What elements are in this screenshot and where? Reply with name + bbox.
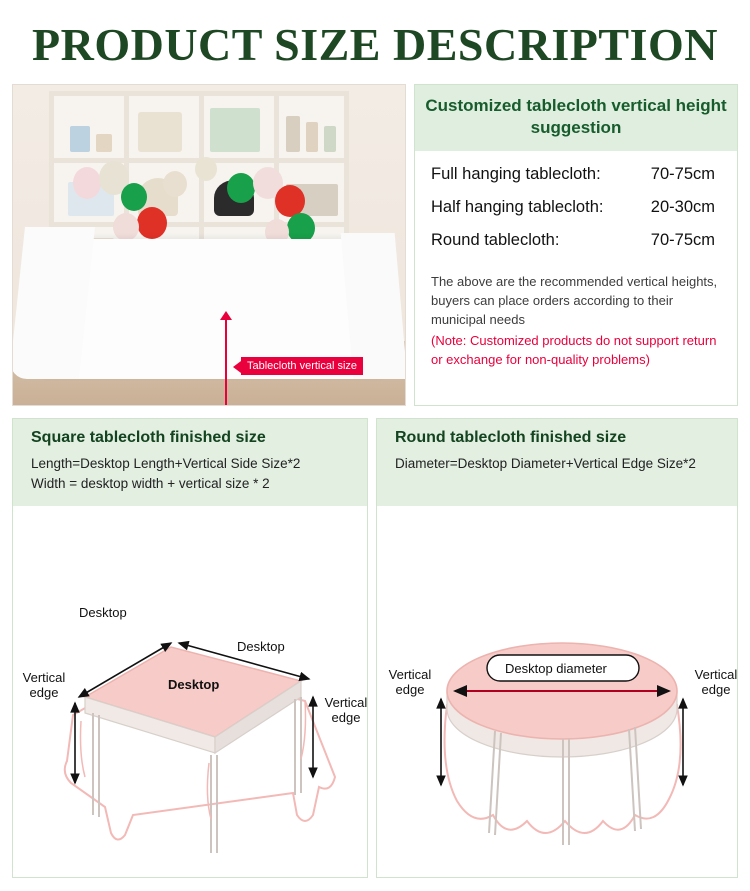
square-panel-header	[13, 419, 367, 506]
info-row-value: 20-30cm	[650, 198, 715, 216]
square-panel-title: Square tablecloth finished size	[31, 429, 266, 446]
square-table-diagram	[13, 515, 367, 877]
round-panel-header	[377, 419, 737, 506]
info-row-value: 70-75cm	[650, 231, 715, 249]
info-panel-rows	[415, 151, 737, 268]
balloon	[113, 213, 139, 241]
vertical-size-arrow-line	[225, 317, 227, 406]
round-panel-formula-spacer	[395, 474, 725, 494]
info-row-round	[431, 231, 723, 250]
info-row-value: 70-75cm	[650, 165, 715, 183]
balloon	[137, 207, 167, 239]
info-panel-note: The above are the recommended vertical heights, buyers can place orders according to their municipal needs	[431, 274, 718, 327]
square-panel-formula-length: Length=Desktop Length+Vertical Side Size*2	[31, 456, 301, 471]
info-row-label: Full hanging tablecloth:	[431, 165, 601, 183]
label-desktop-center: Desktop	[168, 677, 220, 692]
label-desktop-top-right: Desktop	[237, 639, 285, 654]
info-panel-heading: Customized tablecloth vertical height suggestion	[415, 85, 737, 151]
tablecloth-vertical-size-callout: Tablecloth vertical size	[241, 357, 363, 375]
round-panel-title: Round tablecloth finished size	[395, 429, 627, 446]
label-vertical-edge-left: Vertical edge	[388, 667, 432, 697]
round-tablecloth-panel	[376, 418, 738, 878]
info-row-full-hanging	[431, 165, 723, 184]
label-vertical-edge-left: Vertical edge	[22, 670, 66, 700]
info-row-label: Half hanging tablecloth:	[431, 198, 604, 216]
label-desktop-diameter: Desktop diameter	[505, 661, 607, 676]
label-vertical-edge-right: Vertical edge	[324, 695, 368, 725]
info-row-half-hanging	[431, 198, 723, 217]
balloon	[163, 171, 187, 197]
product-photo	[12, 84, 406, 406]
label-vertical-edge-right: Vertical edge	[694, 667, 738, 697]
page-title: PRODUCT SIZE DESCRIPTION	[32, 19, 718, 70]
square-panel-formula-width: Width = desktop width + vertical size * 2	[31, 476, 270, 491]
vertical-height-suggestion-panel	[414, 84, 738, 406]
balloon	[195, 157, 217, 181]
round-table-diagram	[377, 515, 737, 877]
info-row-label: Round tablecloth:	[431, 231, 560, 249]
balloon	[121, 183, 147, 211]
square-tablecloth-panel	[12, 418, 368, 878]
balloon	[73, 167, 101, 199]
info-panel-warning: (Note: Customized products do not support return or exchange for non-quality problems)	[431, 333, 717, 367]
label-desktop-top-left: Desktop	[79, 605, 127, 620]
round-panel-formula-diameter: Diameter=Desktop Diameter+Vertical Edge Size*2	[395, 456, 696, 471]
balloon	[227, 173, 255, 203]
